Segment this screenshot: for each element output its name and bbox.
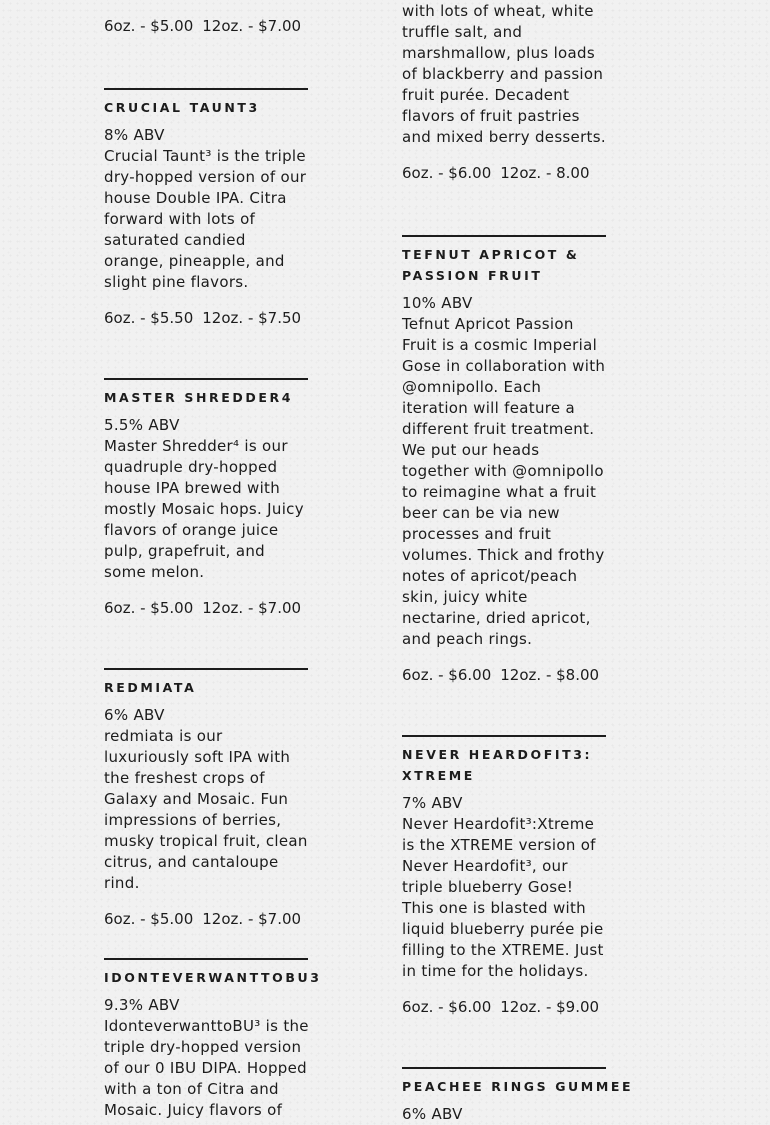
beer-abv: 8% ABV (104, 126, 165, 144)
beer-name: CRUCIAL TAUNT3 (104, 100, 260, 115)
beer-description: Tefnut Apricot Passion Fruit is a cosmic Imperial Gose in collaboration with @omnipollo. Each iteration will feature a different fruit treatment. We put our heads together with @omnipollo to reimagine what a fruit beer can be via new processes and fruit volumes. Thick and frothy notes of apricot/peach skin, juicy white nectarine, dried apricot, and peach rings. (402, 315, 606, 648)
price-small: 6oz. - $5.00 (104, 599, 194, 617)
beer-abv: 10% ABV (402, 294, 473, 312)
menu-item-crucial-taunt (104, 88, 308, 329)
divider (402, 1067, 606, 1069)
divider (104, 958, 308, 960)
beer-name: IDONTEVERWANTTOBU3 (104, 970, 322, 985)
price-line (402, 997, 606, 1018)
price-large: 12oz. - $9.00 (500, 998, 600, 1016)
beer-abv: 6% ABV (104, 706, 165, 724)
menu-item-idonteverwanttobu (104, 958, 322, 1121)
price-small: 6oz. - $5.00 (104, 910, 194, 928)
price-large: 12oz. - $7.00 (202, 599, 302, 617)
beer-abv: 7% ABV (402, 794, 463, 812)
beer-abv: 9.3% ABV (104, 996, 180, 1014)
menu-item-master-shredder (104, 378, 308, 619)
beer-name: REDMIATA (104, 680, 197, 695)
price-small: 6oz. - $5.50 (104, 309, 194, 327)
price-large: 12oz. - $7.50 (202, 309, 302, 327)
price-large: 12oz. - $8.00 (500, 666, 600, 684)
menu-item-tefnut (402, 235, 606, 686)
beer-description: IdonteverwanttoBU³ is the triple dry-hopped version of our 0 IBU DIPA. Hopped with a ton of Citra and Mosaic. Juicy flavors of (104, 1017, 309, 1119)
beer-name: NEVER HEARDOFIT3: XTREME (402, 747, 593, 783)
price-line (104, 598, 308, 619)
divider (402, 735, 606, 737)
menu-item-peachee-rings (402, 1067, 634, 1125)
menu-item-redmiata (104, 668, 308, 930)
divider (104, 378, 308, 380)
price-small: 6oz. - $5.00 (104, 17, 194, 35)
price-small: 6oz. - $6.00 (402, 998, 492, 1016)
beer-description: Crucial Taunt³ is the triple dry-hopped version of our house Double IPA. Citra forward with lots of saturated candied orange, pineapple, and slight pine flavors. (104, 147, 307, 291)
divider (402, 235, 606, 237)
divider (104, 668, 308, 670)
price-line (402, 665, 606, 686)
menu-item-never-heardofit (402, 735, 606, 1018)
beer-abv: 5.5% ABV (104, 416, 180, 434)
price-line (104, 16, 301, 37)
beer-name: PEACHEE RINGS GUMMEE (402, 1079, 634, 1094)
divider (104, 88, 308, 90)
price-line (104, 909, 308, 930)
price-large: 12oz. - $7.00 (202, 910, 302, 928)
price-small: 6oz. - $6.00 (402, 666, 492, 684)
price-line (104, 308, 308, 329)
beer-description: Master Shredder⁴ is our quadruple dry-hopped house IPA brewed with mostly Mosaic hops. Juicy flavors of orange juice pulp, grapefruit, and some melon. (104, 437, 304, 581)
beer-description: with lots of wheat, white truffle salt, and marshmallow, plus loads of blackberry and passion fruit purée. Decadent flavors of fruit pastries and mixed berry desserts. (402, 2, 606, 146)
price-large: 12oz. - 8.00 (500, 164, 590, 182)
beer-name: TEFNUT APRICOT & PASSION FRUIT (402, 247, 580, 283)
price-small: 6oz. - $6.00 (402, 164, 492, 182)
beer-name: MASTER SHREDDER4 (104, 390, 293, 405)
price-line (402, 163, 590, 184)
beer-description: Never Heardofit³:Xtreme is the XTREME version of Never Heardofit³, our triple blueberry Gose! This one is blasted with liquid blueberry purée pie filling to the XTREME. Just in time for the holidays. (402, 815, 604, 980)
beer-description: redmiata is our luxuriously soft IPA with the freshest crops of Galaxy and Mosaic. Fun impressions of berries, musky tropical fruit, clean citrus, and cantaloupe rind. (104, 727, 308, 892)
beer-abv: 6% ABV (402, 1105, 463, 1123)
price-large: 12oz. - $7.00 (202, 17, 302, 35)
